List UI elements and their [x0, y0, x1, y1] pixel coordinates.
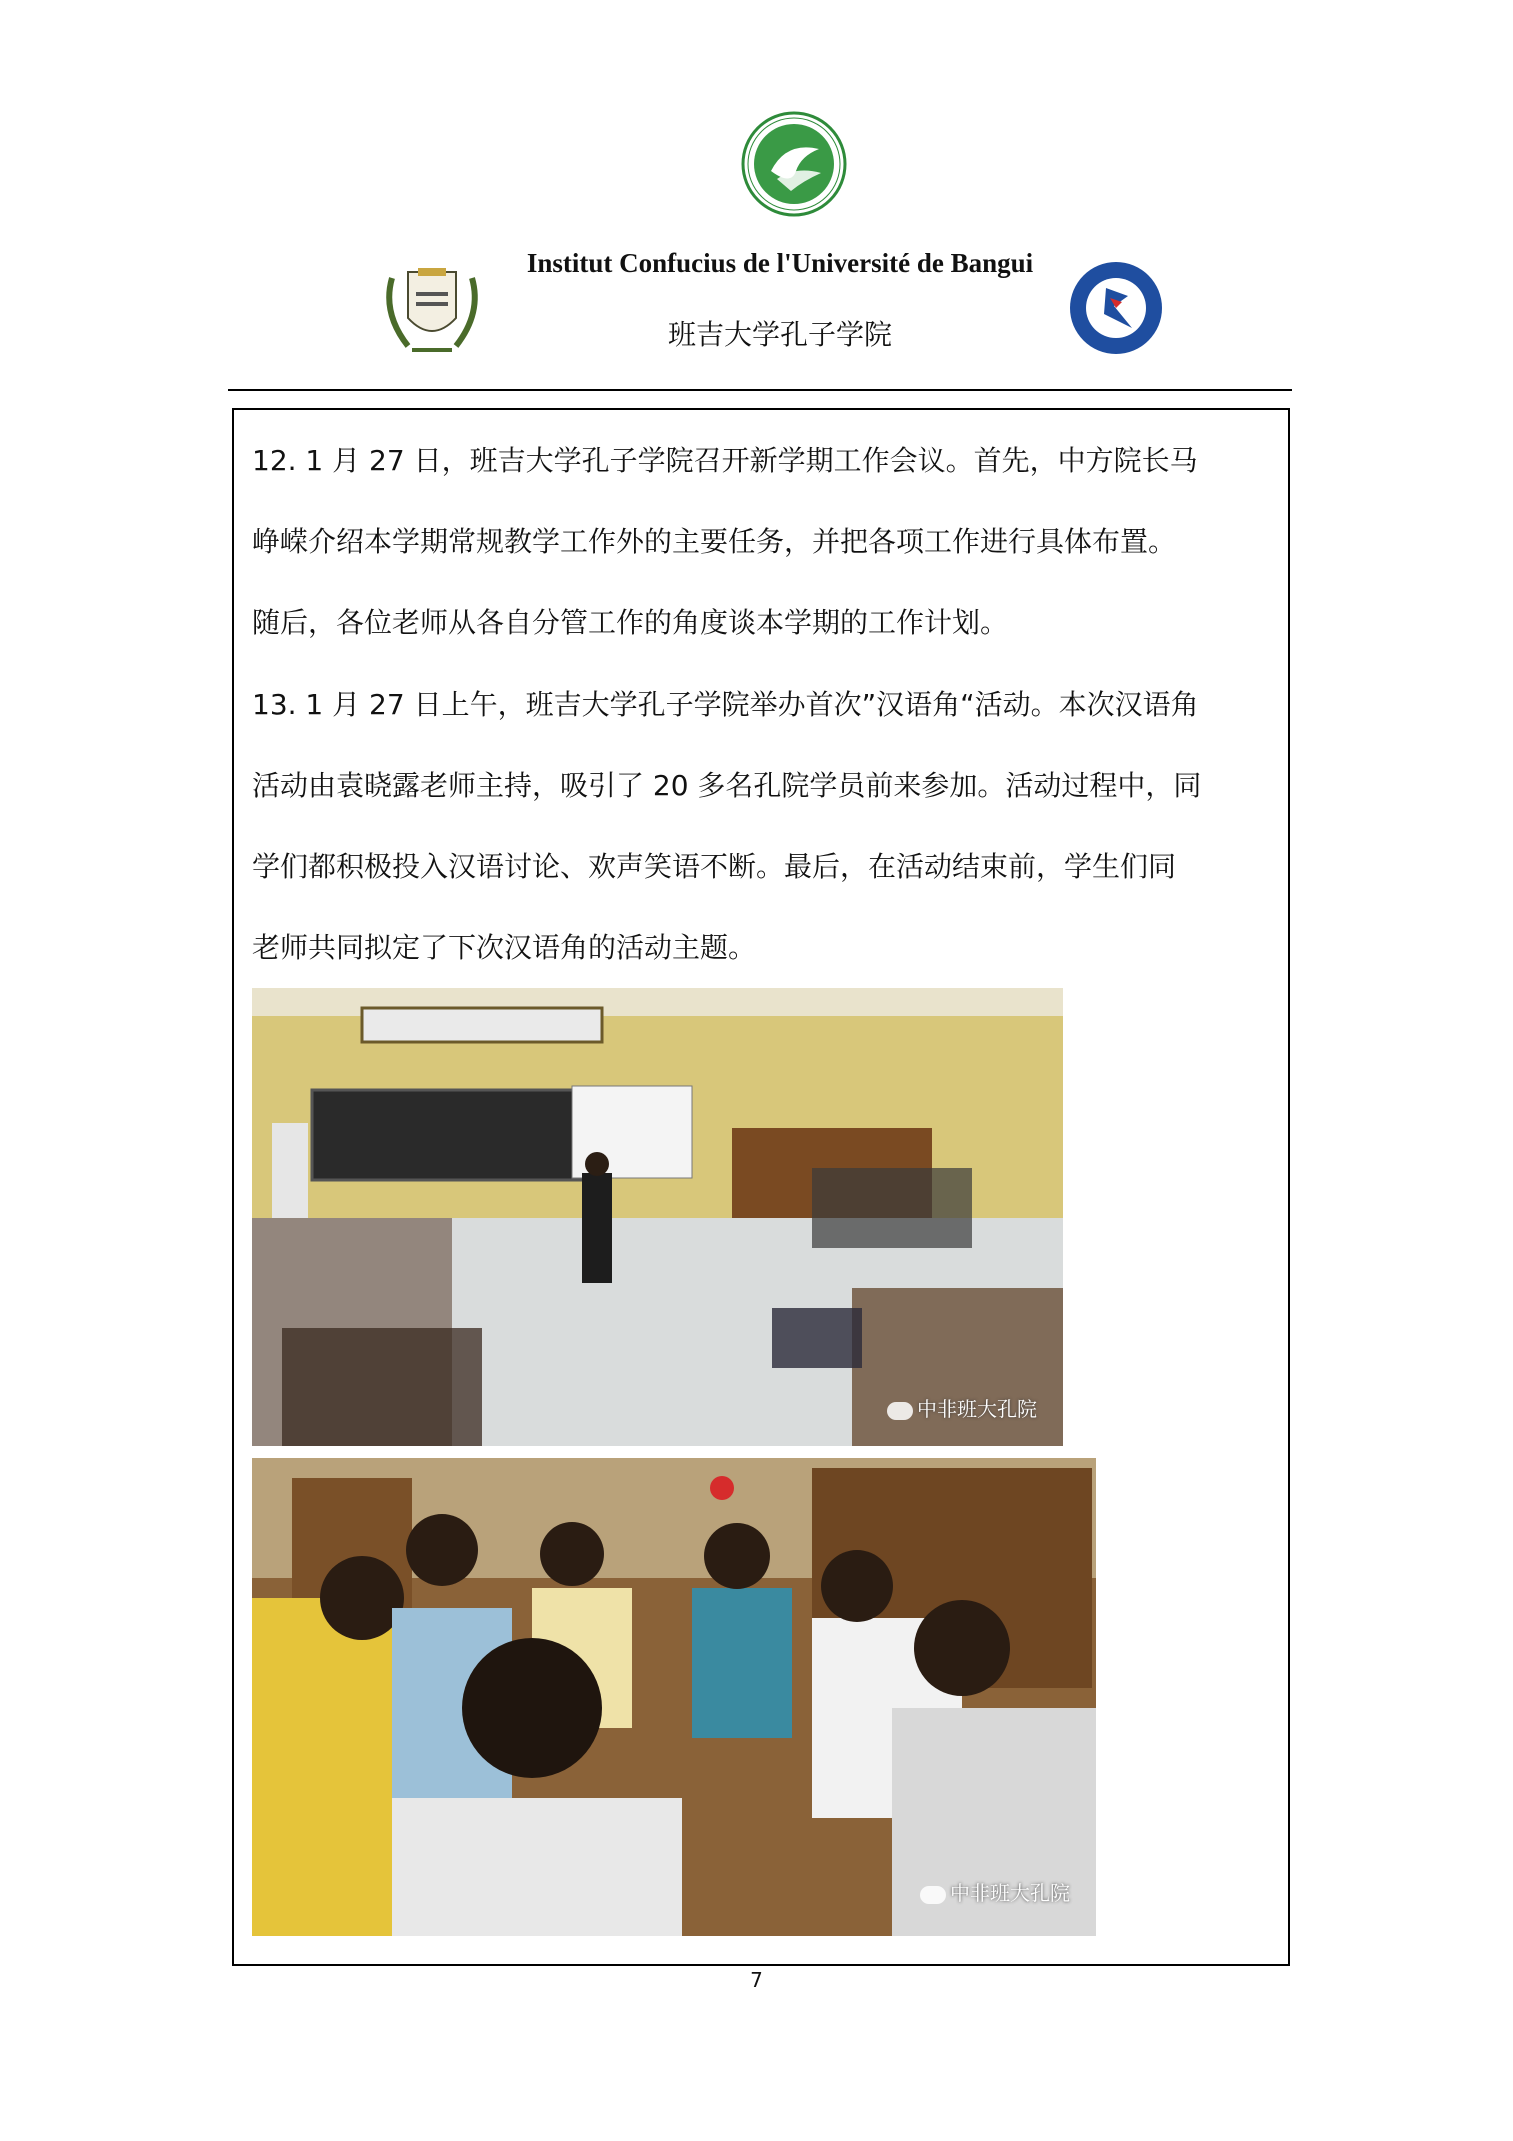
paragraph-line: 13. 1 月 27 日上午，班吉大学孔子学院举办首次”汉语角“活动。本次汉语角	[252, 688, 1199, 721]
discussion-photo	[252, 1458, 1096, 1936]
paragraph-13	[252, 664, 1272, 988]
wechat-icon	[887, 1402, 913, 1420]
classroom-photo	[252, 988, 1063, 1446]
university-of-bangui-crest	[378, 258, 486, 358]
institute-name-cn: 班吉大学孔子学院	[667, 318, 892, 351]
wechat-icon	[920, 1886, 946, 1904]
watermark-text: 中非班大孔院	[950, 1881, 1070, 1905]
bohai-university-logo	[1066, 258, 1176, 358]
confucius-institute-logo	[741, 111, 847, 217]
paragraph-line: 12. 1 月 27 日，班吉大学孔子学院召开新学期工作会议。首先，中方院长马	[252, 444, 1198, 477]
page-number: 7	[750, 1968, 763, 1992]
photo-watermark	[920, 1877, 1070, 1906]
photo-watermark	[887, 1393, 1037, 1422]
paragraph-line: 老师共同拟定了下次汉语角的活动主题。	[252, 931, 757, 964]
header-rule	[228, 389, 1292, 391]
paragraph-line: 随后，各位老师从各自分管工作的角度谈本学期的工作计划。	[252, 606, 1009, 639]
paragraph-line: 活动由袁晓露老师主持，吸引了 20 多名孔院学员前来参加。活动过程中，同	[252, 769, 1202, 802]
paragraph-line: 峥嵘介绍本学期常规教学工作外的主要任务，并把各项工作进行具体布置。	[252, 525, 1177, 558]
paragraph-12	[252, 420, 1272, 663]
institute-name: Institut Confucius de l'Université de Bangui	[526, 248, 1034, 278]
watermark-text: 中非班大孔院	[917, 1397, 1037, 1421]
paragraph-line: 学们都积极投入汉语讨论、欢声笑语不断。最后，在活动结束前，学生们同	[252, 850, 1177, 883]
